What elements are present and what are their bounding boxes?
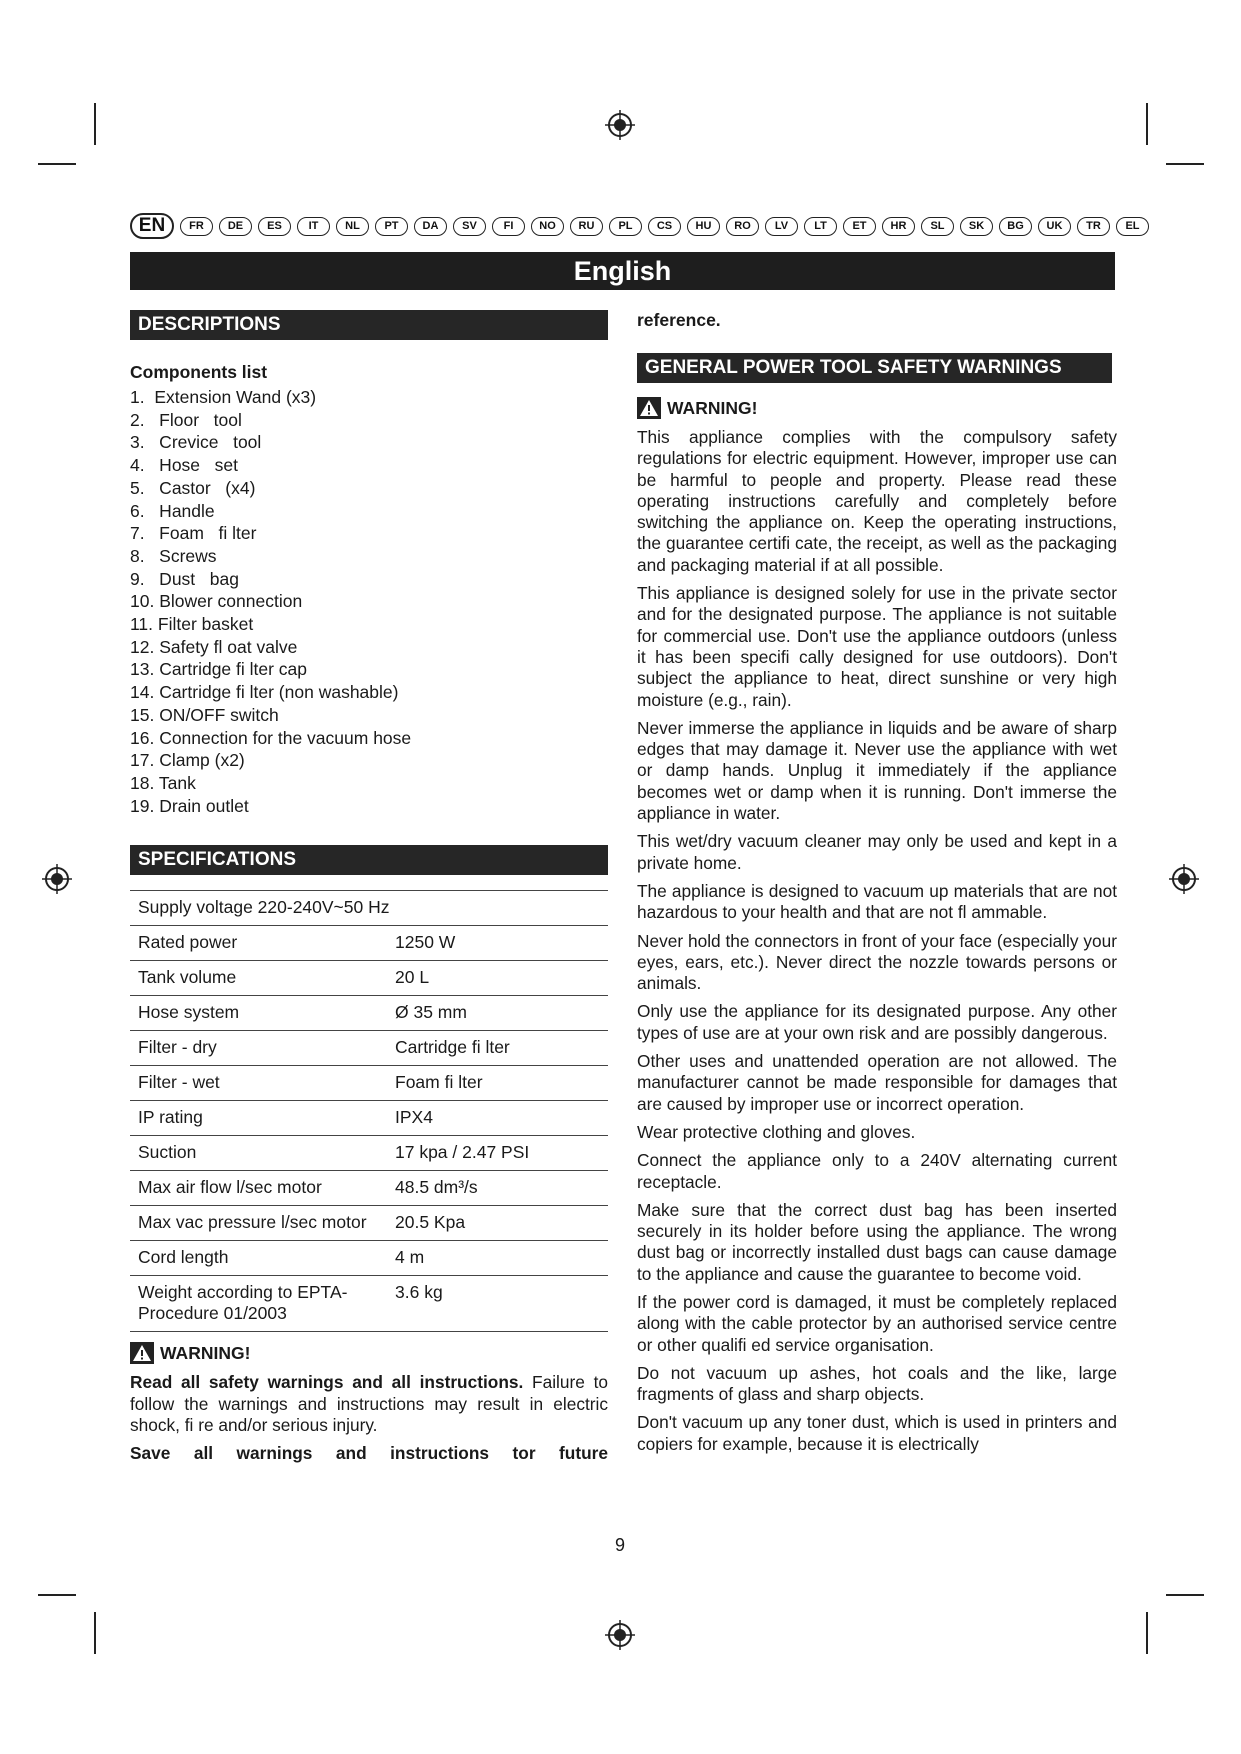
spec-label: Max air flow l/sec motor (130, 1171, 387, 1206)
spec-value: 1250 W (387, 926, 608, 961)
list-item: 8. Screws (130, 545, 217, 566)
table-row (130, 1206, 608, 1241)
list-item: 10. Blower connection (130, 591, 303, 612)
language-hr: HR (882, 217, 915, 236)
crop-mark (38, 1594, 76, 1596)
list-item: 4. Hose set (130, 455, 238, 476)
safety-paragraph: Make sure that the correct dust bag has been inserted securely in its holder before using the appliance. The wrong dust bag or incorrectly installed dust bags can cause damage to the appliance and cause the guarantee to become void. (637, 1199, 1117, 1284)
spec-label: Filter - wet (130, 1066, 387, 1101)
list-item: 6. Handle (130, 500, 215, 521)
list-item: 15. ON/OFF switch (130, 704, 279, 725)
safety-paragraph: If the power cord is damaged, it must be completely replaced along with the cable protector by an authorised service centre or other qualifi ed service organisation. (637, 1291, 1117, 1355)
list-item: 2. Floor tool (130, 409, 242, 430)
spec-label: Weight according to EPTA-Procedure 01/2003 (130, 1276, 387, 1332)
spec-label: Hose system (130, 996, 387, 1031)
page-number: 9 (614, 1535, 625, 1555)
table-row (130, 1101, 608, 1136)
language-sk: SK (960, 217, 993, 236)
crop-mark (94, 103, 96, 145)
warning-label: WARNING! (667, 397, 758, 418)
spec-value: Foam fi lter (387, 1066, 608, 1101)
safety-paragraph: Connect the appliance only to a 240V alternating current receptacle. (637, 1150, 1117, 1192)
spec-value: Cartridge fi lter (387, 1031, 608, 1066)
list-item: 3. Crevice tool (130, 432, 262, 453)
table-row (130, 1171, 608, 1206)
safety-paragraphs (637, 427, 1117, 1455)
safety-paragraph: This appliance is designed solely for use in the private sector and for the designated purpose. The appliance is not suitable for commercial use. Don't use the appliance outdoors (unless it has been specifi cally designed for use outdoors). Don't subject the appliance to heat, direct sunshine or very high moisture (e.g., rain). (637, 583, 1117, 710)
warning-icon (130, 1342, 154, 1364)
registration-mark-icon (605, 1620, 635, 1650)
spec-label: Filter - dry (130, 1031, 387, 1066)
safety-paragraph: Do not vacuum up ashes, hot coals and the like, large fragments of glass and sharp objects. (637, 1362, 1117, 1405)
table-row (130, 1276, 608, 1332)
spec-value: 3.6 kg (387, 1276, 608, 1332)
language-lt: LT (804, 217, 837, 236)
spec-label: Suction (130, 1136, 387, 1171)
spec-supply-voltage: Supply voltage 220-240V~50 Hz (130, 891, 608, 926)
list-item: 14. Cartridge fi lter (non washable) (130, 682, 399, 703)
language-es: ES (258, 217, 291, 236)
table-row (130, 1031, 608, 1066)
spec-value: 4 m (387, 1241, 608, 1276)
crop-mark (1146, 1612, 1148, 1654)
spec-value: IPX4 (387, 1101, 608, 1136)
reference-text: reference. (637, 310, 721, 330)
list-item: 12. Safety fl oat valve (130, 636, 298, 657)
spec-label: IP rating (130, 1101, 387, 1136)
spec-value: Ø 35 mm (387, 996, 608, 1031)
table-row (130, 961, 608, 996)
specifications-table (130, 890, 608, 1332)
warning-heading (130, 1342, 608, 1364)
list-item: 7. Foam fi lter (130, 523, 257, 544)
language-sv: SV (453, 217, 486, 236)
table-row (130, 891, 608, 926)
general-safety-heading: GENERAL POWER TOOL SAFETY WARNINGS (637, 353, 1112, 383)
list-item: 5. Castor (x4) (130, 477, 256, 498)
components-heading: Components list (130, 362, 268, 382)
registration-mark-icon (42, 864, 72, 894)
spec-label: Tank volume (130, 961, 387, 996)
registration-mark-icon (605, 110, 635, 140)
language-nl: NL (336, 217, 369, 236)
safety-paragraph: This wet/dry vacuum cleaner may only be used and kept in a private home. (637, 831, 1117, 873)
warning-heading (637, 397, 1117, 419)
warning-bold-text: Read all safety warnings and all instructions. (130, 1372, 524, 1393)
crop-mark (1166, 163, 1204, 165)
language-tr: TR (1077, 217, 1110, 236)
list-item: 17. Clamp (x2) (130, 750, 245, 771)
safety-paragraph: Only use the appliance for its designated purpose. Any other types of use are at your own risk and are possibly dangerous. (637, 1001, 1117, 1043)
list-item: 11. Filter basket (130, 614, 254, 635)
list-item: 1. Extension Wand (x3) (130, 387, 317, 407)
spec-value: 20 L (387, 961, 608, 996)
specifications-heading: SPECIFICATIONS (130, 845, 608, 875)
crop-mark (1166, 1594, 1204, 1596)
spec-label: Max vac pressure l/sec motor (130, 1206, 387, 1241)
page-title: English (130, 252, 1115, 290)
spec-value: 20.5 Kpa (387, 1206, 608, 1241)
right-column (637, 310, 1117, 1462)
table-row (130, 926, 608, 961)
language-el: EL (1116, 217, 1149, 236)
table-row (130, 1136, 608, 1171)
table-row (130, 1066, 608, 1101)
warning-paragraph (130, 1372, 608, 1436)
safety-paragraph: This appliance complies with the compulsory safety regulations for electric equipment. However, improper use can be harmful to people and property. Please read these operating instructions carefully and completely before switching the appliance on. Keep the operating instructions, the guarantee certifi cate, the receipt, as well as the packaging and packaging material if at all possible. (637, 427, 1117, 575)
safety-paragraph: The appliance is designed to vacuum up materials that are not hazardous to your health and that are not fl ammable. (637, 880, 1117, 923)
safety-paragraph: Wear protective clothing and gloves. (637, 1121, 916, 1142)
language-it: IT (297, 217, 330, 236)
language-pl: PL (609, 217, 642, 236)
components-list (130, 386, 608, 817)
safety-paragraph: Never hold the connectors in front of your face (especially your eyes, ears, etc.). Never direct the nozzle towards persons or animals. (637, 930, 1117, 994)
language-cs: CS (648, 217, 681, 236)
language-bg: BG (999, 217, 1032, 236)
spec-value: 17 kpa / 2.47 PSI (387, 1136, 608, 1171)
safety-paragraph: Don't vacuum up any toner dust, which is used in printers and copiers for example, because it is electrically (637, 1412, 1117, 1454)
list-item: 13. Cartridge fi lter cap (130, 659, 308, 680)
spec-label: Rated power (130, 926, 387, 961)
language-fr: FR (180, 217, 213, 236)
language-ru: RU (570, 217, 603, 236)
language-ro: RO (726, 217, 759, 236)
registration-mark-icon (1169, 864, 1199, 894)
language-en: EN (130, 213, 174, 239)
list-item: 18. Tank (130, 772, 196, 793)
list-item: 9. Dust bag (130, 568, 239, 589)
language-selector (130, 211, 1140, 241)
table-row (130, 996, 608, 1031)
table-row (130, 1241, 608, 1276)
warning-icon (637, 397, 661, 419)
spec-label: Cord length (130, 1241, 387, 1276)
left-column (130, 310, 608, 1472)
safety-paragraph: Never immerse the appliance in liquids and be aware of sharp edges that may damage it. Never use the appliance with wet or damp hands. Unplug it immediately if the appliance becomes wet or damp when it is running. Don't immerse the appliance in water. (637, 717, 1117, 824)
language-uk: UK (1038, 217, 1071, 236)
descriptions-heading: DESCRIPTIONS (130, 310, 608, 340)
language-fi: FI (492, 217, 525, 236)
language-hu: HU (687, 217, 720, 236)
language-lv: LV (765, 217, 798, 236)
crop-mark (1146, 103, 1148, 145)
language-pt: PT (375, 217, 408, 236)
language-no: NO (531, 217, 564, 236)
crop-mark (94, 1612, 96, 1654)
warning-text: Failure to follow the warnings and instructions may result in electric shock, fi re and/or serious injury. (130, 1372, 608, 1435)
language-sl: SL (921, 217, 954, 236)
spec-value: 48.5 dm³/s (387, 1171, 608, 1206)
language-de: DE (219, 217, 252, 236)
language-et: ET (843, 217, 876, 236)
crop-mark (38, 163, 76, 165)
save-instructions-text: Save all warnings and instructions tor future (130, 1443, 608, 1464)
language-da: DA (414, 217, 447, 236)
safety-paragraph: Other uses and unattended operation are not allowed. The manufacturer cannot be made responsible for damages that are caused by improper use or incorrect operation. (637, 1051, 1117, 1114)
warning-label: WARNING! (160, 1342, 251, 1363)
list-item: 16. Connection for the vacuum hose (130, 727, 412, 748)
list-item: 19. Drain outlet (130, 795, 249, 816)
